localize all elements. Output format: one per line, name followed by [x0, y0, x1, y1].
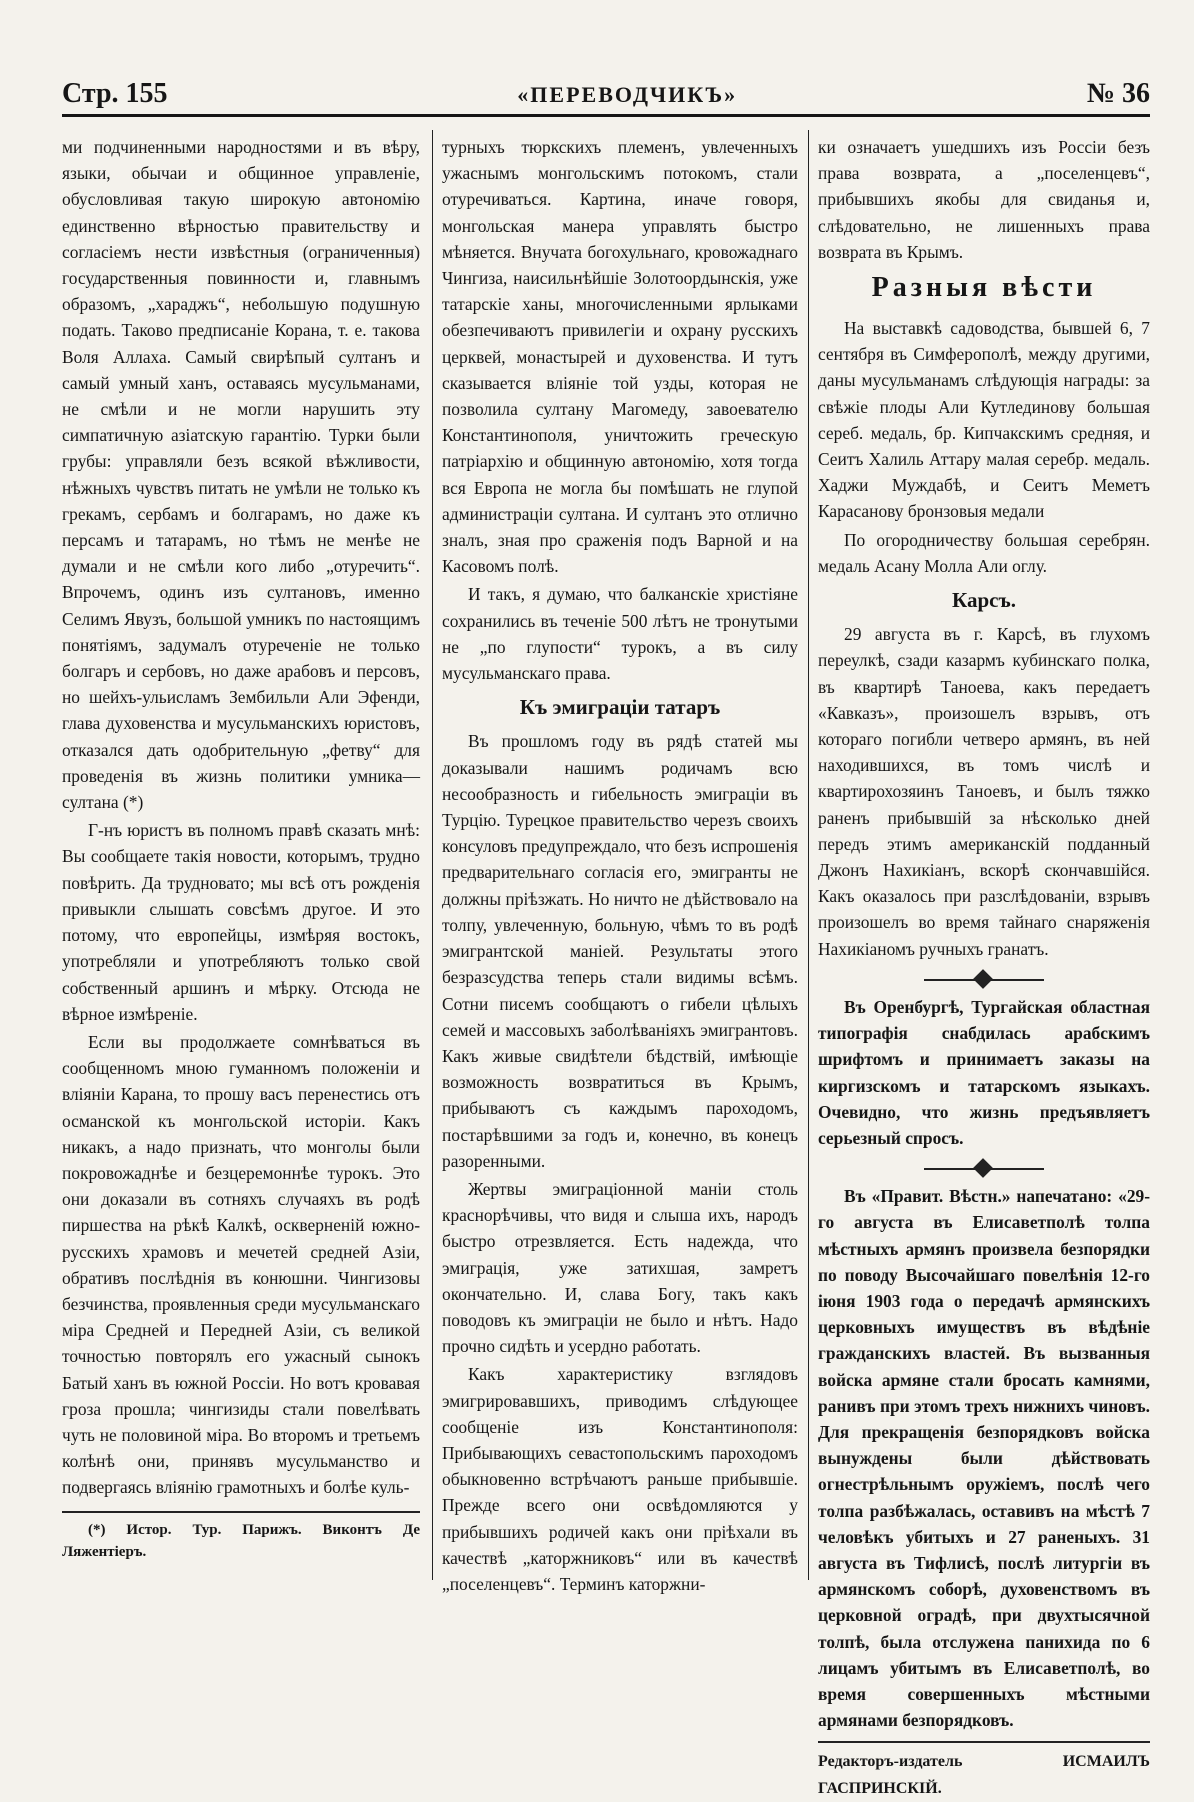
news-item: Въ «Правит. Вѣстн.» напечатано: «29-го августа въ Елисаветполѣ толпа мѣстныхъ армянъ произвела безпорядки по поводу Высочайшаго повелѣнія 12-го іюня 1903 года о передачѣ армянскихъ церковныхъ имуществъ въ вѣдѣніе гражданскихъ властей. Въ вызванныя войска армяне стали бросать камнями, ранивъ при этомъ трехъ нижнихъ чиновъ. Для прекращенія безпорядковъ войска вынуждены были дѣйствовать огнестрѣльнымъ оружіемъ, послѣ чего толпа разбѣжалась, оставивъ на мѣстѣ 7 человѣкъ убитыхъ и 27 раненыхъ. 31 августа въ Тифлисѣ, послѣ литургіи въ армянскомъ соборѣ, духовенствомъ въ церковной оградѣ, при двухтысячной толпѣ, была отслужена панихида по 6 лицамъ убитымъ въ Елисаветполѣ, во время совершенныхъ мѣстными армянами безпорядковъ. [818, 1186, 1150, 1731]
news-block-elisavetpol [818, 1183, 1150, 1733]
ornament-divider [818, 968, 1150, 988]
ornament-divider [818, 1157, 1150, 1177]
article-paragraph: Если вы продолжаете сомнѣваться въ сообщенномъ мною гуманномъ положеніи и вліяніи Карана, то прошу васъ перенестись отъ османской къ монгольской исторіи. Какъ никакъ, а надо признать, что монголы были покровожаднѣе и безцеремоннѣе турокъ. Это они доказали въ сотняхъ случаяхъ въ родѣ пиршества на рѣкѣ Калкѣ, оскверненій южно-русскихъ храмовъ и мечетей средней Азіи, обративъ послѣднія въ конюшни. Чингизовы безчинства, проявленныя среди мусульманскаго міра Средней и Передней Азіи, съ великой точностью повторялъ его ужасный сынокъ Батый ханъ въ южной Россіи. Но вотъ кровавая гроза прошла; чингизиды стали повелѣвать чуть не половиной міра. Во второмъ и третьемъ колѣнѣ они, принявъ мусульманство и подвергаясь вліянію грамотныхъ и болѣе куль- [62, 1031, 420, 1498]
article-paragraph: Г-нъ юристъ въ полномъ правѣ сказать мнѣ: Вы сообщаете такія новости, которымъ, трудно повѣрить. Да трудновато; мы всѣ отъ рожденія привыкли слышать совсѣмъ другое. И это потому, что европейцы, измѣряя востокъ, употребляли и употребляютъ только свой собственный аршинъ и мѣрку. Отсюда не вѣрное измѣреніе. [62, 820, 420, 1024]
article-paragraph: турныхъ тюркскихъ племенъ, увлеченныхъ ужаснымъ монгольскимъ потокомъ, стали отуречиваться. Картина, иначе говоря, монгольская манера управлять быстро мѣняется. Внучата богохульнаго, кровожаднаго Чингиза, наисильнѣйшіе Золотоордынскія, уже татарскіе ханы, многочисленными ярлыками обезпечиваютъ привилегіи и охрану русскихъ церквей, монастырей и духовенства. И тутъ сказывается вліяніе той узды, которая не позволила султану Магомеду, завоевателю Константинополя, уничтожить греческую патріархію и общинную автономію, хотя тогда вся Европа не могла бы помѣшать не глупой администраціи султана. И султанъ это отлично зналъ, зная про сраженія подъ Варной и на Касовомъ полѣ. [442, 137, 798, 577]
article-paragraph: Жертвы эмиграціонной маніи столь краснорѣчивы, что видя и слыша ихъ, народъ быстро отрезвляется. Есть надежда, что эмиграція, уже затихшая, замретъ окончательно. И, слава Богу, такъ какъ поводовъ къ эмиграціи не было и нѣтъ. Надо прочно сидѣть и усердно работать. [442, 1178, 798, 1357]
issue-number: № 36 [1086, 78, 1150, 109]
footnote-divider [62, 1511, 420, 1513]
column-1 [62, 134, 420, 1582]
news-block-orenburg [818, 994, 1150, 1151]
section-heading-news: Разныя вѣсти [871, 272, 1097, 304]
article-paragraph: ми подчиненными народностями и въ вѣру, языки, обычаи и общинное управленіе, обусловливая такую широкую автономію единственно вѣрностью правительству и согласіемъ нести извѣстныя (ограниченныя) государственныя повинности и, главнымъ образомъ, „хараджъ“, небольшую подушную подать. Таково предписаніе Корана, т. е. такова Воля Аллаха. Самый свирѣпый султанъ и самый умный ханъ, оставаясь мусульманами, не смѣли и не могли нарушить эту симпатичную азіатскую гарантію. Турки были грубы: управляли безъ всякой вѣжливости, нѣжныхъ чувствъ питать не умѣли не только къ грекамъ, сербамъ и болгарамъ, но даже къ персамъ и татарамъ, но тѣмъ не менѣе не думали и не смѣли кого либо „отуречить“. Впрочемъ, одинъ изъ султановъ, именно Селимъ Явузъ, большой умникъ по настоящимъ понятіямъ, задумалъ отуреченіе не только болгаръ и сербовъ, но даже арабовъ и персовъ, но шейхъ-ульисламъ Зембильли Али Эфенди, глава духовенства и мусульманскихъ юристовъ, отказался дать одобрительную „фетву“ для проведенія въ жизнь политики умника—султана (*) [62, 137, 420, 813]
news-item: 29 августа въ г. Карсѣ, въ глухомъ переулкѣ, сзади казармъ кубинскаго полка, въ квартирѣ Таноева, какъ передаетъ «Кавказъ», произошелъ взрывъ, отъ котораго погибли четверо армянъ, въ ней находившихся, въ томъ числѣ и квартирохозяинъ Таноевъ, и былъ тяжко раненъ прибывшій за нѣсколько дней передъ этимъ американскій подданный Джонъ Нахикіанъ, вскорѣ скончавшійся. Какъ оказалось при разслѣдованіи, взрывъ произошелъ во время тайнаго снаряженія Нахикіаномъ ручныхъ гранатъ. [818, 624, 1150, 959]
article-paragraph: И такъ, я думаю, что балканскіе христіяне сохранились въ теченіе 500 лѣтъ не тронутыми не „по глупости“ турокъ, а въ силу мусульманскаго права. [442, 584, 798, 684]
news-item: Въ Оренбургѣ, Тургайская областная типографія снабдилась арабскимъ шрифтомъ и принимаетъ заказы на киргизскомъ и татарскомъ языкахъ. Очевидно, что жизнь предъявляетъ серьезный спросъ. [818, 996, 1150, 1148]
section-heading-emigration: Къ эмиграціи татаръ [519, 695, 721, 720]
column-3 [818, 134, 1150, 1797]
article-paragraph: Въ прошломъ году въ рядѣ статей мы доказывали нашимъ родичамъ всю несообразность и гибельность эмиграціи въ Турцію. Турецкое правительство черезъ своихъ консуловъ предупреждало, что безъ испрошенія предварительнаго согласія его, эмигранты не должны пріѣзжать. Но ничто не дѣйствовало на толпу, увлеченную, больную, чѣмъ то въ родѣ эмигрантской маніей. Результаты этого безразсудства теперь стали видимы всѣмъ. Сотни писемъ сообщаютъ о гибели цѣлыхъ семей и массовыхъ заболѣваніяхъ эмигрантовъ. Какъ живые свидѣтели бѣдствій, имѣющіе возможность возвратиться въ Крымъ, прибываютъ съ каждымъ пароходомъ, постарѣвшими за годъ и, конечно, въ конецъ разоренными. [442, 731, 798, 1171]
footnote: (*) Истор. Тур. Парижъ. Виконтъ Де Ляжентіеръ. [62, 1521, 420, 1560]
article-paragraph: Какъ характеристику взглядовъ эмигрировавшихъ, приводимъ слѣдующее сообщеніе изъ Константинополя: Прибывающихъ севастопольскимъ пароходомъ обыкновенно встрѣчаютъ раньше прибывшіе. Прежде всего они освѣдомляются у прибывшихъ родичей какъ они пріѣхали въ качествѣ „каторжниковъ“ или въ качествѣ „поселенцевъ“. Терминъ каторжни- [442, 1364, 798, 1594]
newspaper-title: «ПЕРЕВОДЧИКЪ» [517, 82, 738, 107]
editor-divider [818, 1741, 1150, 1743]
section-heading-kars: Карсъ. [952, 588, 1016, 613]
column-rule-2 [808, 130, 809, 1580]
article-paragraph: ки означаетъ ушедшихъ изъ Россіи безъ права возврата, а „поселенцевъ“, прибывшихъ якобы для свиданья и, слѣдовательно, не лишенныхъ права возврата въ Крымъ. [818, 137, 1150, 262]
news-item: По огородничеству большая серебрян. медаль Асану Молла Али оглу. [818, 529, 1150, 576]
column-2 [442, 134, 798, 1594]
editor-line: Редакторъ-издатель ИСМАИЛЪ ГАСПРИНСКІЙ. [818, 1753, 1150, 1797]
page-number: Стр. 155 [62, 78, 168, 109]
column-rule-1 [432, 130, 433, 1580]
page-header [62, 70, 1150, 117]
news-item: На выставкѣ садоводства, бывшей 6, 7 сентября въ Симферополѣ, между другими, даны мусульманамъ слѣдующія награды: за свѣжіе плоды Али Кутлединову большая сереб. медаль, бр. Кипчакскимъ средняя, и Сеитъ Халиль Аттару малая серебр. медаль. Хаджи Муждабѣ, и Сеитъ Меметъ Карасанову бронзовыя медали [818, 318, 1150, 522]
